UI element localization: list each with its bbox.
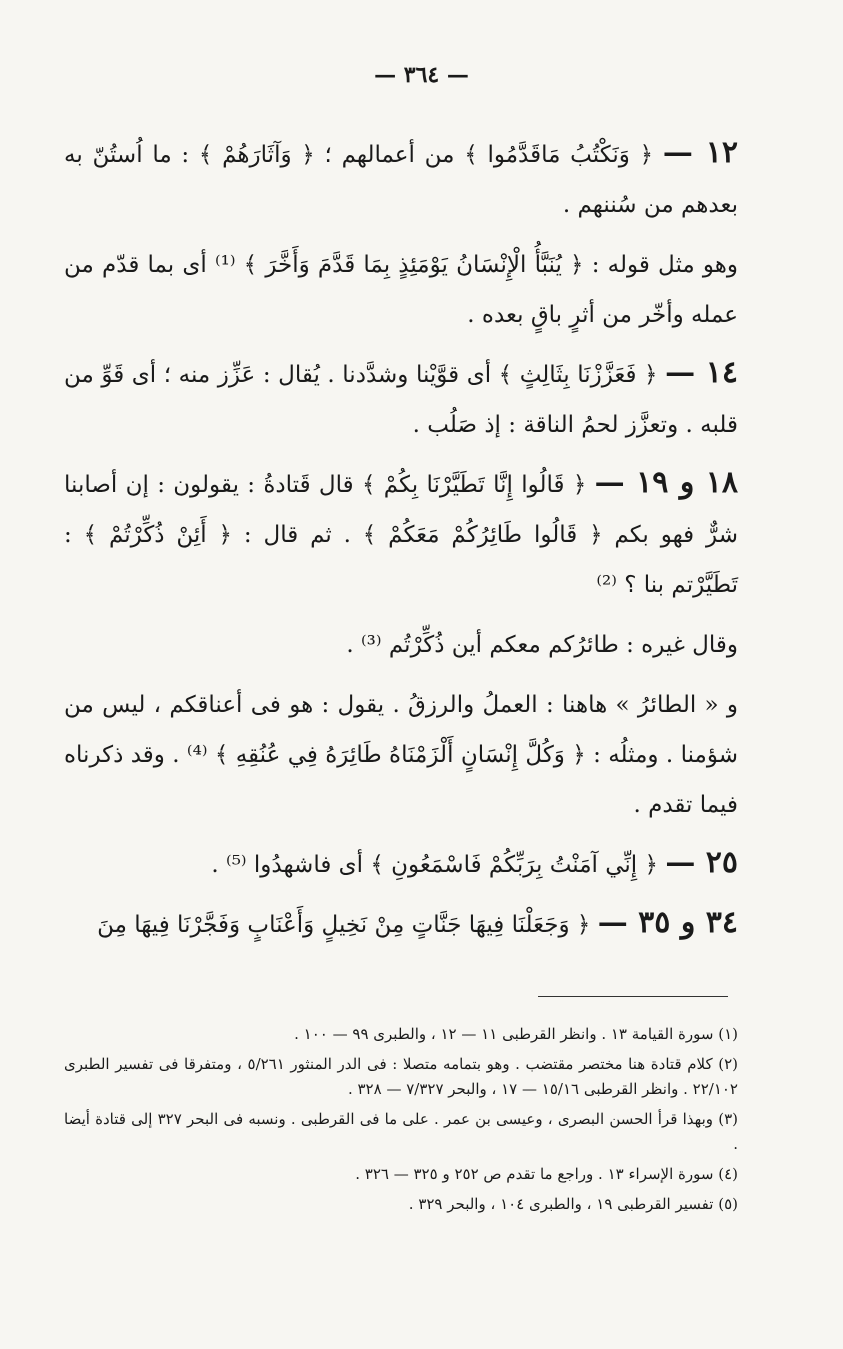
footnote-4: (٤) سورة الإسراء ١٣ . وراجع ما تقدم ص ٢٥٢ و ٣٢٥ — ٣٢٦ . — [355, 1165, 738, 1183]
paragraph-verse-18-19 — [64, 458, 738, 610]
main-text — [64, 128, 738, 958]
verse-number: ٢٥ — — [665, 845, 738, 880]
paragraph-al-tair — [64, 678, 738, 830]
paragraph-text: ﴿ وَجَعَلْنَا فِيهَا جَنَّاتٍ مِنْ نَخِيلٍ وَأَعْنَابٍ وَفَجَّرْنَا فِيهَا مِنَ — [97, 912, 591, 938]
paragraph-verse-14 — [64, 348, 738, 450]
footnotes — [64, 1022, 738, 1222]
paragraph-text: و « الطائرُ » هاهنا : العملُ والرزقُ . يقول : هو فى أعناقكم ، ليس من شؤمنا . ومثلُه : ﴿ وَكُلَّ إِنْسَانٍ أَلْزَمْنَاهُ طَائِرَهُ فِي عُنُقِهِ ﴾ ⁽⁴⁾ . وقد ذكرناه فيما تقدم . — [64, 692, 738, 818]
footnote-2: (٢) كلام قتادة هنا مختصر مقتضب . وهو بتمامه متصلا : فى الدر المنثور ٥/٢٦١ ، ومتفرقا فى تفسير الطبرى ٢٢/١٠٢ . وانظر القرطبى ١٥/١٦ — ١٧ ، والبحر ٧/٣٢٧ — ٣٢٨ . — [64, 1055, 738, 1098]
verse-number: ١٤ — — [665, 355, 738, 390]
paragraph-verse-12 — [64, 128, 738, 230]
page-number: — ٣٦٤ — — [374, 62, 469, 88]
footnote-separator — [538, 996, 728, 997]
paragraph-verse-25 — [64, 838, 738, 890]
paragraph-text: ﴿ وَنَكْتُبُ مَاقَدَّمُوا ﴾ من أعمالهم ؛ ﴿ وَآثَارَهُمْ ﴾ : ما اُستُنّ به بعدهم من سُننهم . — [64, 142, 738, 218]
paragraph-text: ﴿ قَالُوا إِنَّا تَطَيَّرْنَا بِكُمْ ﴾ قال قَتادةُ : يقولون : إن أصابنا شرٌّ فهو بكم ﴿ قَالُوا طَائِرُكُمْ مَعَكُمْ ﴾ . ثم قال : ﴿ أَئِنْ ذُكِّرْتُمْ ﴾ : تَطَيَّرْتم بنا ؟ ⁽²⁾ — [64, 472, 738, 598]
verse-number: ١٢ — — [662, 135, 739, 170]
footnote-5: (٥) تفسير القرطبى ١٩ ، والطبرى ١٠٤ ، والبحر ٣٢٩ . — [408, 1195, 738, 1213]
paragraph-others-said — [64, 618, 738, 670]
paragraph-text: وقال غيره : طائرُكم معكم أين ذُكِّرْتُم ⁽³⁾ . — [346, 632, 738, 658]
footnote-1: (١) سورة القيامة ١٣ . وانظر القرطبى ١١ — ١٢ ، والطبرى ٩٩ — ١٠٠ . — [294, 1025, 738, 1043]
paragraph-text: ﴿ إِنِّي آمَنْتُ بِرَبِّكُمْ فَاسْمَعُونِ ﴾ أى فاشهدُوا ⁽⁵⁾ . — [211, 852, 658, 878]
verse-number: ٣٤ و ٣٥ — — [597, 905, 738, 940]
footnote-3: (٣) وبهذا قرأ الحسن البصرى ، وعيسى بن عمر . على ما فى القرطبى . ونسبه فى البحر ٣٢٧ إلى قتادة أيضا . — [64, 1110, 738, 1153]
paragraph-text: ﴿ فَعَزَّزْنَا بِثَالِثٍ ﴾ أى قوَّيْنا وشدَّدنا . يُقال : عَزِّز منه ؛ أى قَوِّ من قلبه . وتعزَّز لحمُ الناقة : إذ صَلُب . — [64, 362, 738, 438]
paragraph-verse-34-35 — [64, 898, 738, 950]
paragraph-text: وهو مثل قوله : ﴿ يُنَبَّأُ الْإِنْسَانُ يَوْمَئِذٍ بِمَا قَدَّمَ وَأَخَّرَ ﴾ ⁽¹⁾ أى بما قدّم من عمله وأخّر من أثرٍ باقٍ بعده . — [64, 252, 738, 328]
paragraph-comparison — [64, 238, 738, 340]
verse-number: ١٨ و ١٩ — — [594, 465, 738, 500]
